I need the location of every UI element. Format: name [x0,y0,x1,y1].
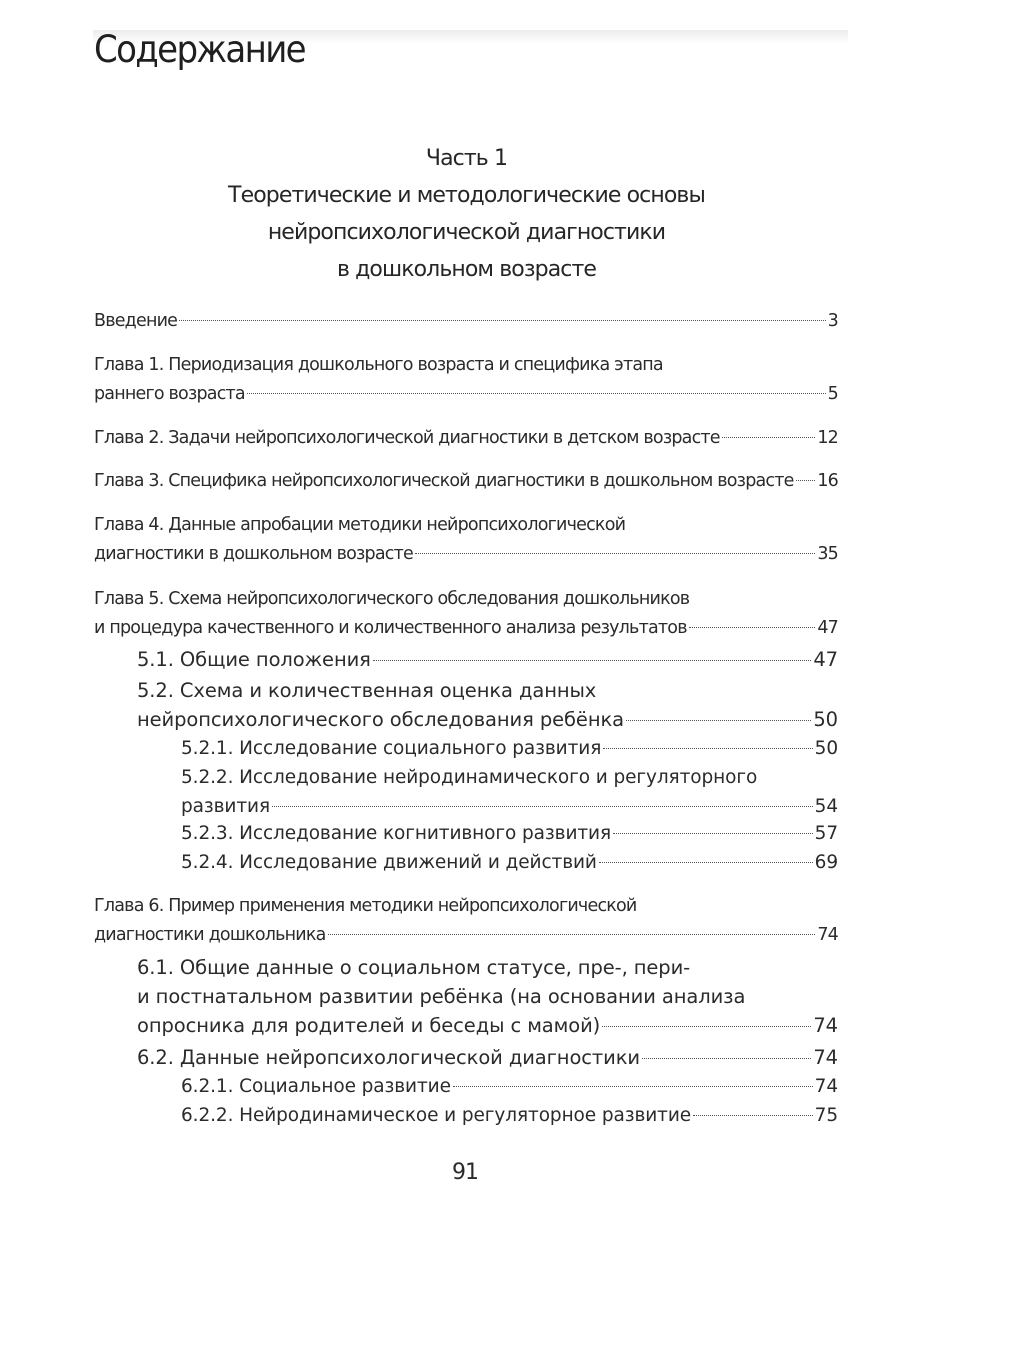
toc-entry-introduction [94,307,838,336]
toc-entry-chapter-2 [94,424,838,453]
dot-leader [626,720,811,721]
toc-entry-title: 6.1. Общие данные о социальном статусе, пре-, пери- [137,956,691,979]
toc-entry-section-6-2-1 [181,1072,838,1101]
toc-page-number: 74 [813,1014,838,1037]
dot-leader [602,1026,811,1027]
toc-entry-title: и процедура качественного и количественного анализа результатов [94,618,687,638]
toc-page-number: 47 [817,618,838,638]
toc-entry-section-6-2-2 [181,1101,838,1130]
toc-page-number: 50 [814,738,838,759]
dot-leader [179,320,826,321]
toc-entry-title: раннего возраста [94,384,245,404]
toc-page-number: 16 [817,471,838,491]
dot-leader [613,833,813,834]
dot-leader [373,660,812,661]
toc-entry-title: Глава 3. Специфика нейропсихологической диагностики в дошкольном возрасте [94,471,794,491]
toc-page-number: 74 [817,925,838,945]
toc-entry-title: диагностики дошкольника [94,925,326,945]
toc-entry-section-6-1 [137,953,838,1040]
part-title-line: нейропсихологической диагностики [267,220,666,245]
toc-entry-title: Глава 2. Задачи нейропсихологической диагностики в детском возрасте [94,428,720,448]
dot-leader [796,480,816,481]
toc-entry-section-5-2-4 [181,848,838,877]
dot-leader [599,862,813,863]
toc-entry-title: 5.2.3. Исследование когнитивного развития [181,823,611,844]
toc-entry-section-5-1 [137,645,838,674]
toc-entry-chapter-6 [94,892,838,950]
toc-page-number: 3 [827,311,838,331]
toc-page-number: 12 [817,428,838,448]
toc-entry-section-6-2 [137,1043,838,1072]
toc-entry-title: 6.2.1. Социальное развитие [181,1076,451,1097]
dot-leader [603,748,812,749]
toc-page-number: 5 [827,384,838,404]
toc-page-number: 74 [813,1046,838,1069]
toc-entry-title: 6.2.2. Нейродинамическое и регуляторное развитие [181,1105,692,1126]
toc-entry-title: 5.1. Общие положения [137,648,371,671]
toc-entry-section-5-2-3 [181,819,838,848]
toc-page-number: 74 [814,1076,838,1097]
toc-page-number: 69 [814,852,838,873]
toc-page-number: 75 [814,1105,838,1126]
dot-leader [247,393,826,394]
toc-entry-title: 6.2. Данные нейропсихологической диагностики [137,1046,640,1069]
toc-entry-title: опросника для родителей и беседы с мамой) [137,1014,601,1037]
toc-page-number: 54 [814,796,838,817]
page-title: Содержание [94,28,305,71]
page-number: 91 [452,1160,478,1185]
dot-leader [272,806,813,807]
toc-entry-section-5-2-1 [181,734,838,763]
part-label: Часть 1 [425,146,508,171]
dot-leader [415,553,815,554]
toc-page-number: 35 [817,544,838,564]
dot-leader [642,1058,811,1059]
toc-entry-title: Глава 4. Данные апробации методики нейропсихологической [94,515,626,535]
dot-leader [453,1086,813,1087]
toc-entry-title: Введение [94,311,178,331]
toc-entry-section-5-2-2 [181,763,838,821]
toc-page-number: 47 [813,648,838,671]
toc-entry-title: Глава 6. Пример применения методики нейропсихологической [94,896,637,916]
toc-entry-title: 5.2. Схема и количественная оценка данных [137,679,597,702]
toc-entry-chapter-3 [94,467,838,496]
toc-entry-title: и постнатальном развитии ребёнка (на основании анализа [137,985,746,1008]
dot-leader [328,934,816,935]
toc-entry-chapter-4 [94,511,838,569]
dot-leader [689,627,816,628]
dot-leader [693,1115,813,1116]
part-heading [94,140,839,288]
toc-entry-section-5-2 [137,676,838,734]
toc-page-number: 50 [813,708,838,731]
part-title-line: в дошкольном возрасте [336,257,597,282]
toc-entry-title: 5.2.4. Исследование движений и действий [181,852,597,873]
dot-leader [722,437,816,438]
toc-entry-title: Глава 5. Схема нейропсихологического обследования дошкольников [94,589,690,609]
toc-entry-title: диагностики в дошкольном возрасте [94,544,413,564]
toc-entry-title: 5.2.2. Исследование нейродинамического и регуляторного [181,767,758,788]
toc-entry-title: 5.2.1. Исследование социального развития [181,738,602,759]
toc-entry-chapter-1 [94,351,838,409]
toc-entry-title: Глава 1. Периодизация дошкольного возраста и специфика этапа [94,355,663,375]
toc-page-number: 57 [814,823,838,844]
toc-entry-title: развития [181,796,270,817]
part-title-line: Теоретические и методологические основы [228,183,705,208]
toc-entry-chapter-5 [94,585,838,643]
toc-entry-title: нейропсихологического обследования ребёнка [137,708,624,731]
